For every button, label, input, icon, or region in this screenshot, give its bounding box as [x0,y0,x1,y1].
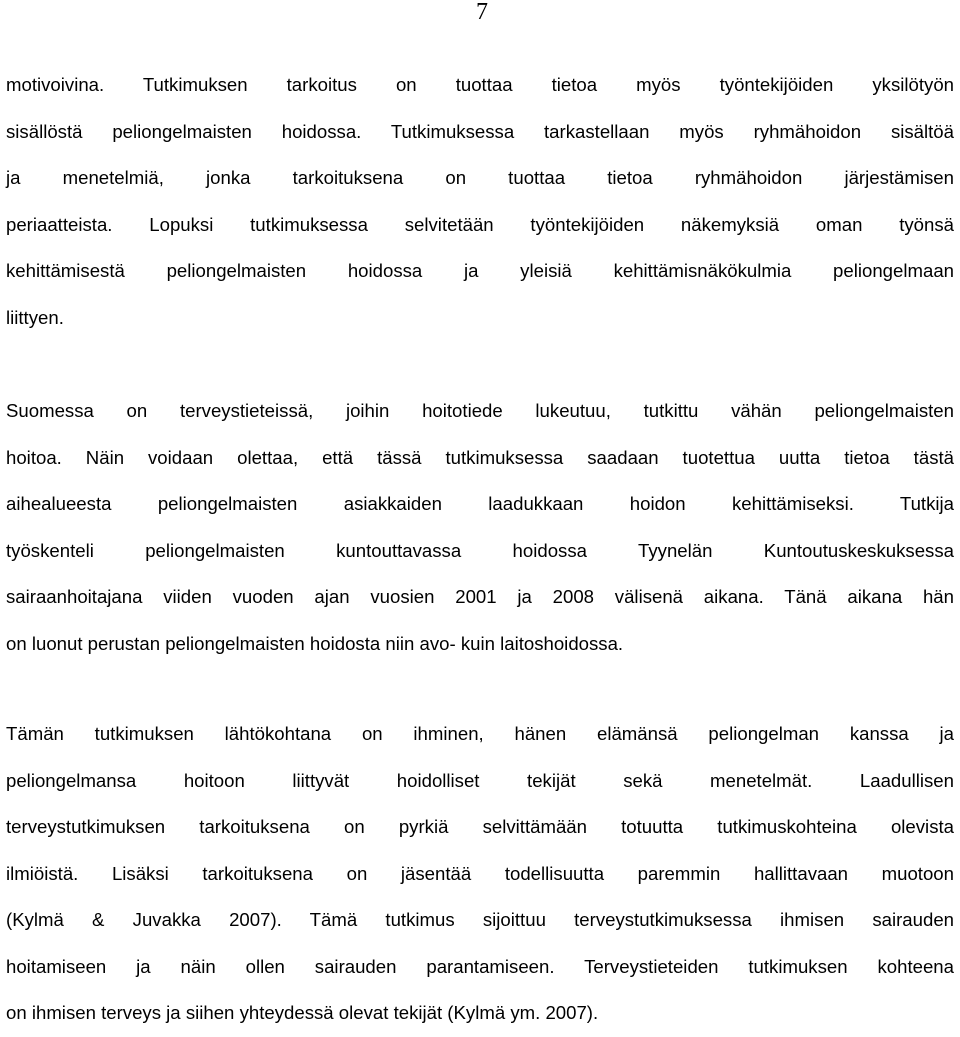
text-line: hoitoa. Näin voidaan olettaa, että tässä tutkimuksessa saadaan tuotettua uutta tietoa tästä [6,446,954,468]
text-line: aihealueesta peliongelmaisten asiakkaiden laadukkaan hoidon kehittämiseksi. Tutkija [6,493,954,514]
text-line: työskenteli peliongelmaisten kuntouttavassa hoidossa Tyynelän Kuntoutuskeskuksessa [6,539,954,561]
text-line: liittyen. [6,306,64,328]
text-line: periaatteista. Lopuksi tutkimuksessa selvitetään työntekijöiden näkemyksiä oman työnsä [6,213,954,235]
text-line: hoitamiseen ja näin ollen sairauden parantamiseen. Terveystieteiden tutkimuksen kohteena [6,955,954,977]
text-line: motivoivina. Tutkimuksen tarkoitus on tuottaa tietoa myös työntekijöiden yksilötyön [6,74,954,95]
paragraph-research-starting-point [6,711,954,1037]
text-line: Tämän tutkimuksen lähtökohtana on ihminen, hänen elämänsä peliongelman kanssa ja [6,723,954,744]
page-number: 7 [476,0,488,25]
text-line: sisällöstä peliongelmaisten hoidossa. Tutkimuksessa tarkastellaan myös ryhmähoidon sisältöä [6,120,954,142]
text-line: Suomessa on terveystieteissä, joihin hoitotiede lukeutuu, tutkittu vähän peliongelmaisten [6,400,954,421]
text-line: sairaanhoitajana viiden vuoden ajan vuosien 2001 ja 2008 välisenä aikana. Tänä aikana hän [6,586,954,607]
text-line: terveystutkimuksen tarkoituksena on pyrkiä selvittämään totuutta tutkimuskohteina olevista [6,816,954,837]
text-line: ja menetelmiä, jonka tarkoituksena on tuottaa tietoa ryhmähoidon järjestämisen [6,167,954,188]
text-line: peliongelmansa hoitoon liittyvät hoidolliset tekijät sekä menetelmät. Laadullisen [6,769,954,791]
text-line: (Kylmä & Juvakka 2007). Tämä tutkimus sijoittuu terveystutkimuksessa ihmisen sairauden [6,909,954,930]
text-line: kehittämisestä peliongelmaisten hoidossa ja yleisiä kehittämisnäkökulmia peliongelmaan [6,260,954,281]
paragraph-research-purpose [6,62,954,341]
text-line: on ihmisen terveys ja siihen yhteydessä olevat tekijät (Kylmä ym. 2007). [6,1002,599,1023]
paragraph-research-background [6,388,954,667]
text-line: ilmiöistä. Lisäksi tarkoituksena on jäsentää todellisuutta paremmin hallittavaan muotoon [6,862,954,884]
text-line: on luonut perustan peliongelmaisten hoidosta niin avo- kuin laitoshoidossa. [6,632,624,654]
